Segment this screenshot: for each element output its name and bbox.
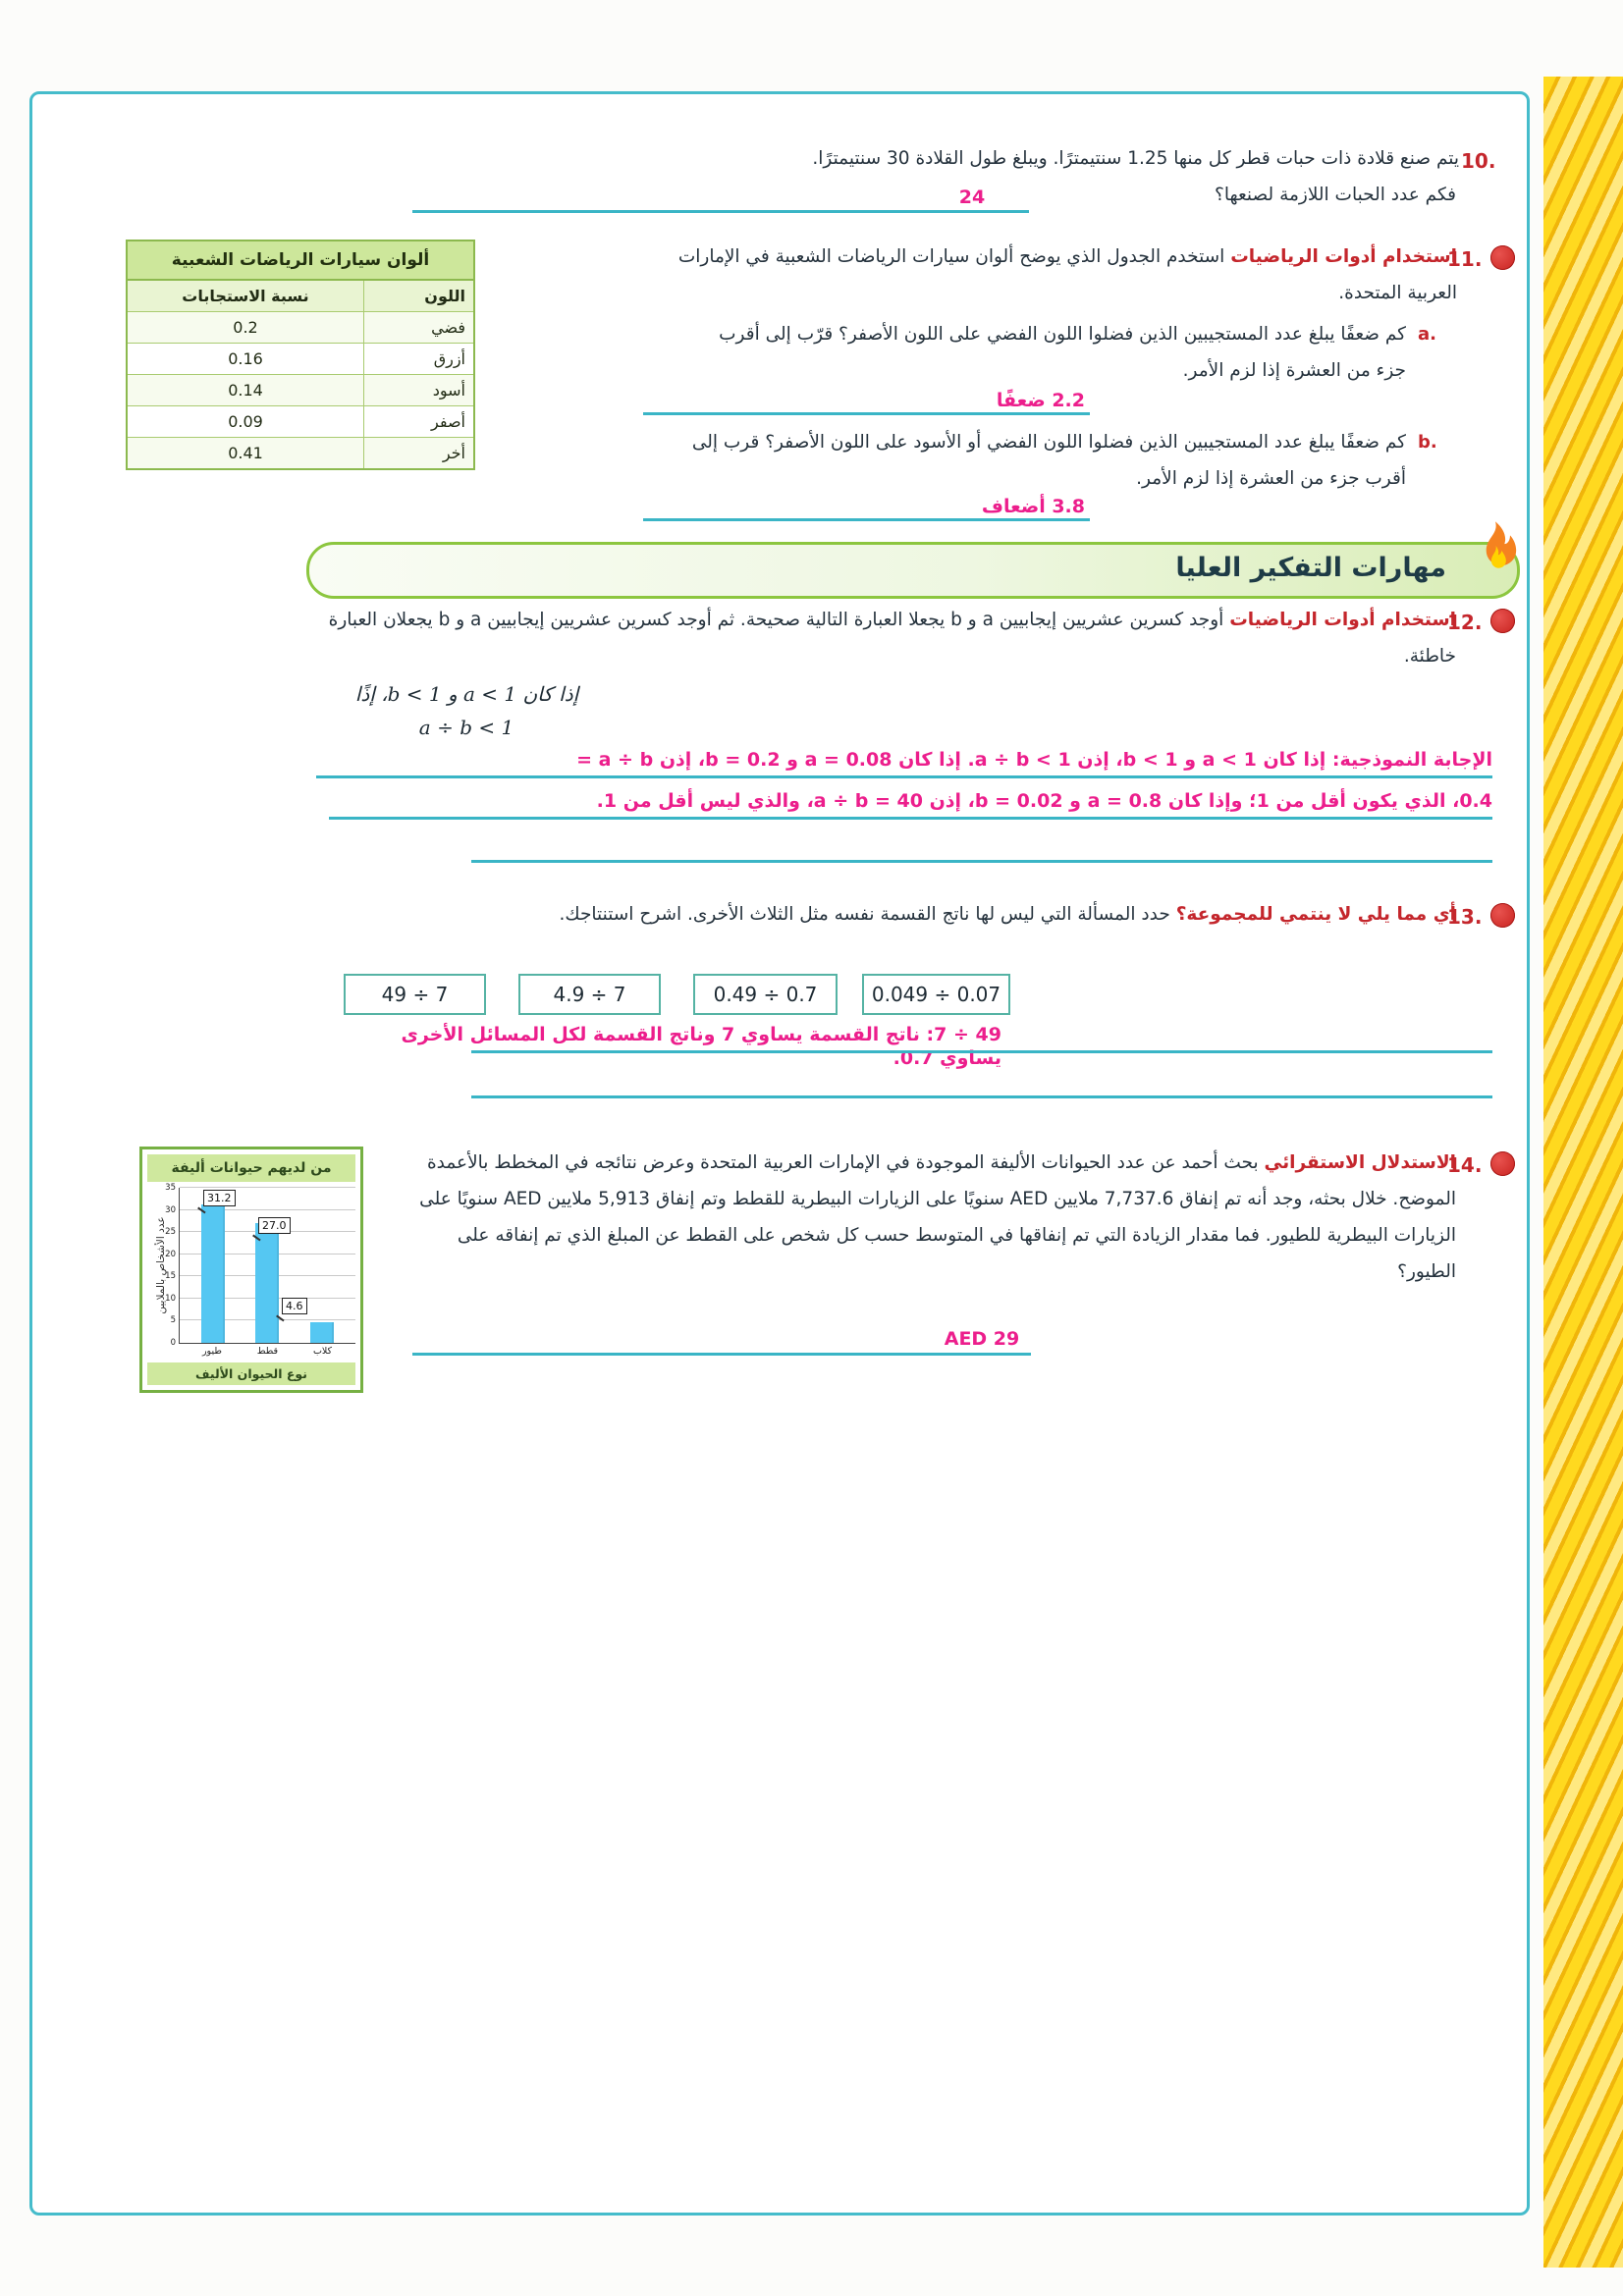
- q12-answer-line1: الإجابة النموذجية: إذا كان a < 1 و b < 1، إذن a ÷ b < 1. إذا كان a = 0.08 و b = 0.2، إذن a ÷ b =: [576, 749, 1492, 771]
- cell-color: أزرق: [363, 344, 473, 374]
- section-title: مهارات التفكير العليا: [1175, 553, 1446, 583]
- q10-answer-line[interactable]: [412, 210, 1029, 213]
- flame-icon: [1465, 518, 1526, 595]
- q11-lead: استخدام أدوات الرياضيات: [1230, 246, 1457, 267]
- q13-answer-rule[interactable]: [471, 1050, 1492, 1053]
- q13-option-box[interactable]: [518, 974, 661, 1015]
- chart-title: من لديهم حيوانات أليفة: [147, 1154, 355, 1182]
- q12-answer-rule[interactable]: [316, 775, 1492, 778]
- cell-color: أصفر: [363, 406, 473, 437]
- chart-x-categories: [179, 1344, 355, 1357]
- q12-number: 12.: [1447, 611, 1483, 634]
- option-expression: 0.049 ÷ 0.07: [871, 983, 1001, 1006]
- q11-text: [646, 239, 1457, 311]
- table-header-row: [128, 281, 473, 312]
- chart-y-axis-label: عدد الأشخاص بالملايين: [155, 1216, 167, 1314]
- col-header-color: اللون: [363, 281, 473, 311]
- q13-answer: 49 ÷ 7: ناتج القسمة يساوي 7 وناتج القسمة لكل المسائل الأخرى يساوي 0.7.: [401, 1024, 1001, 1069]
- y-tick-label: 35: [165, 1183, 176, 1193]
- pets-bar-chart: [139, 1147, 363, 1393]
- x-category: قطط: [256, 1346, 279, 1357]
- chart-plot-area: [179, 1188, 355, 1344]
- q11b-text: كم ضعفًا يبلغ عدد المستجيبين الذين فضلوا اللون الفضي أو الأسود على اللون الأصفر؟ قرب إلى أقرب جزء من العشرة إذا لزم الأمر.: [691, 432, 1406, 489]
- chart-bar-birds: [310, 1322, 334, 1343]
- table-row: [128, 375, 473, 406]
- q11b-answer: 3.8 أضعاف: [981, 496, 1085, 517]
- car-colors-table: [126, 240, 475, 470]
- q12-body: أوجد كسرين عشريين إيجابيين a و b يجعلا العبارة التالية صحيحة. ثم أوجد كسرين عشريين إيجابيين a و b يجعلان العبارة خاطئة.: [328, 610, 1456, 667]
- q13-blank-rule[interactable]: [471, 1095, 1492, 1098]
- q14-body: بحث أحمد عن عدد الحيوانات الأليفة الموجودة في الإمارات العربية المتحدة وعرض نتائجه في المخطط بالأعمدة الموضح. خلال بحثه، وجد أنه تم إنفاق 7,737.6 ملايين AED سنويًا على الزيارات البيطرية للقطط وتم إنفاق 5,913 ملايين AED سنويًا على الزيارات البيطرية للطيور. فما مقدار الزيادة التي تم إنفاقها في المتوسط حسب كل شخص على القطط عن المبلغ الذي تم إنفاقه على الطيور؟: [419, 1152, 1456, 1282]
- table-row: [128, 406, 473, 438]
- q11b-label: b.: [1418, 432, 1437, 453]
- q12-answer-rule[interactable]: [329, 817, 1492, 820]
- q14-number: 14.: [1447, 1153, 1483, 1177]
- q12-statement-line1: إذا كان a < 1 و b < 1، إذًا: [354, 682, 579, 706]
- data-label-birds: 4.6: [282, 1298, 307, 1314]
- y-tick-label: 30: [165, 1204, 176, 1215]
- q14-answer-line[interactable]: [412, 1353, 1031, 1356]
- x-category: طيور: [201, 1346, 222, 1357]
- table-row: [128, 438, 473, 468]
- data-label-cats: 27.0: [258, 1217, 291, 1234]
- q10-text-line2: فكم عدد الحبات اللازمة لصنعها؟: [1215, 185, 1456, 205]
- y-tick-label: 20: [165, 1249, 176, 1259]
- cell-ratio: 0.2: [233, 318, 258, 337]
- q12-text: [314, 602, 1456, 674]
- q14-text: [403, 1145, 1456, 1290]
- q10-number: 10.: [1461, 149, 1496, 173]
- q11b-answer-line[interactable]: [643, 518, 1090, 521]
- chart-y-axis: [161, 1183, 179, 1348]
- q14-answer: AED 29: [944, 1328, 1020, 1350]
- chart-bar-cats: [255, 1223, 279, 1343]
- q13-lead: أي مما يلي لا ينتمي للمجموعة؟: [1175, 904, 1456, 925]
- cell-ratio: 0.41: [228, 444, 263, 462]
- q11a-answer-line[interactable]: [643, 412, 1090, 415]
- q13-number: 13.: [1447, 905, 1483, 929]
- y-tick-label: 25: [165, 1227, 176, 1238]
- cell-color: أخر: [363, 438, 473, 468]
- y-tick-label: 10: [165, 1293, 176, 1304]
- data-label-dogs: 31.2: [203, 1190, 236, 1206]
- cell-ratio: 0.09: [228, 412, 263, 431]
- q12-answer-line2: 0.4، الذي يكون أقل من 1؛ وإذا كان a = 0.8 و b = 0.02، إذن a ÷ b = 40، والذي ليس أقل من 1.: [596, 790, 1492, 812]
- cell-color: أسود: [363, 375, 473, 405]
- q12-blank-rule[interactable]: [471, 860, 1492, 863]
- table-title: ألوان سيارات الرياضات الشعبية: [128, 241, 473, 281]
- cell-color: فضي: [363, 312, 473, 343]
- q12-lead: استخدام أدوات الرياضيات: [1229, 610, 1456, 630]
- math-practice-icon: [1490, 245, 1515, 270]
- table-row: [128, 312, 473, 344]
- q11a-label: a.: [1418, 324, 1436, 345]
- math-practice-icon: [1490, 1151, 1515, 1176]
- q10-text-line1: يتم صنع قلادة ذات حبات قطر كل منها 1.25 سنتيمترًا. ويبلغ طول القلادة 30 سنتيمترًا.: [812, 148, 1459, 169]
- q13-text: [314, 896, 1456, 933]
- section-banner: [306, 542, 1520, 599]
- x-category: كلاب: [312, 1346, 333, 1357]
- q11a-text: كم ضعفًا يبلغ عدد المستجيبين الذين فضلوا اللون الفضي على اللون الأصفر؟ قرّب إلى أقرب جزء من العشرة إذا لزم الأمر.: [719, 324, 1406, 381]
- option-expression: 4.9 ÷ 7: [553, 983, 626, 1006]
- y-tick-label: 5: [170, 1315, 176, 1326]
- table-row: [128, 344, 473, 375]
- q13-body: حدد المسألة التي ليس لها ناتج القسمة نفسه مثل الثلاث الأخرى. اشرح استنتاجك.: [559, 904, 1170, 925]
- q12-statement-line2: a ÷ b < 1: [418, 716, 514, 739]
- cell-ratio: 0.16: [228, 349, 263, 368]
- col-header-ratio: نسبة الاستجابات: [182, 287, 309, 305]
- q11-body: استخدم الجدول الذي يوضح ألوان سيارات الرياضات الشعبية في الإمارات العربية المتحدة.: [677, 246, 1457, 303]
- q10-answer: 24: [958, 187, 986, 208]
- math-practice-icon: [1490, 903, 1515, 928]
- chart-bar-dogs: [201, 1204, 225, 1343]
- q11-number: 11.: [1447, 247, 1483, 271]
- option-expression: 49 ÷ 7: [381, 983, 449, 1006]
- cell-ratio: 0.14: [228, 381, 263, 400]
- q13-option-box[interactable]: [862, 974, 1010, 1015]
- chart-x-axis-label: نوع الحيوان الأليف: [147, 1362, 355, 1385]
- q11a-answer: 2.2 ضعفًا: [996, 390, 1085, 411]
- y-tick-label: 15: [165, 1271, 176, 1282]
- chart-bars: [180, 1188, 355, 1343]
- q13-option-box[interactable]: [693, 974, 838, 1015]
- q13-option-box[interactable]: [344, 974, 486, 1015]
- page-edge-stripe: [1543, 77, 1623, 2268]
- math-practice-icon: [1490, 609, 1515, 633]
- chart-body: [147, 1183, 355, 1357]
- chart-plot-column: [179, 1188, 355, 1357]
- y-tick-label: 0: [170, 1338, 176, 1348]
- option-expression: 0.49 ÷ 0.7: [713, 983, 818, 1006]
- q14-lead: الاستدلال الاستقرائي: [1264, 1152, 1456, 1173]
